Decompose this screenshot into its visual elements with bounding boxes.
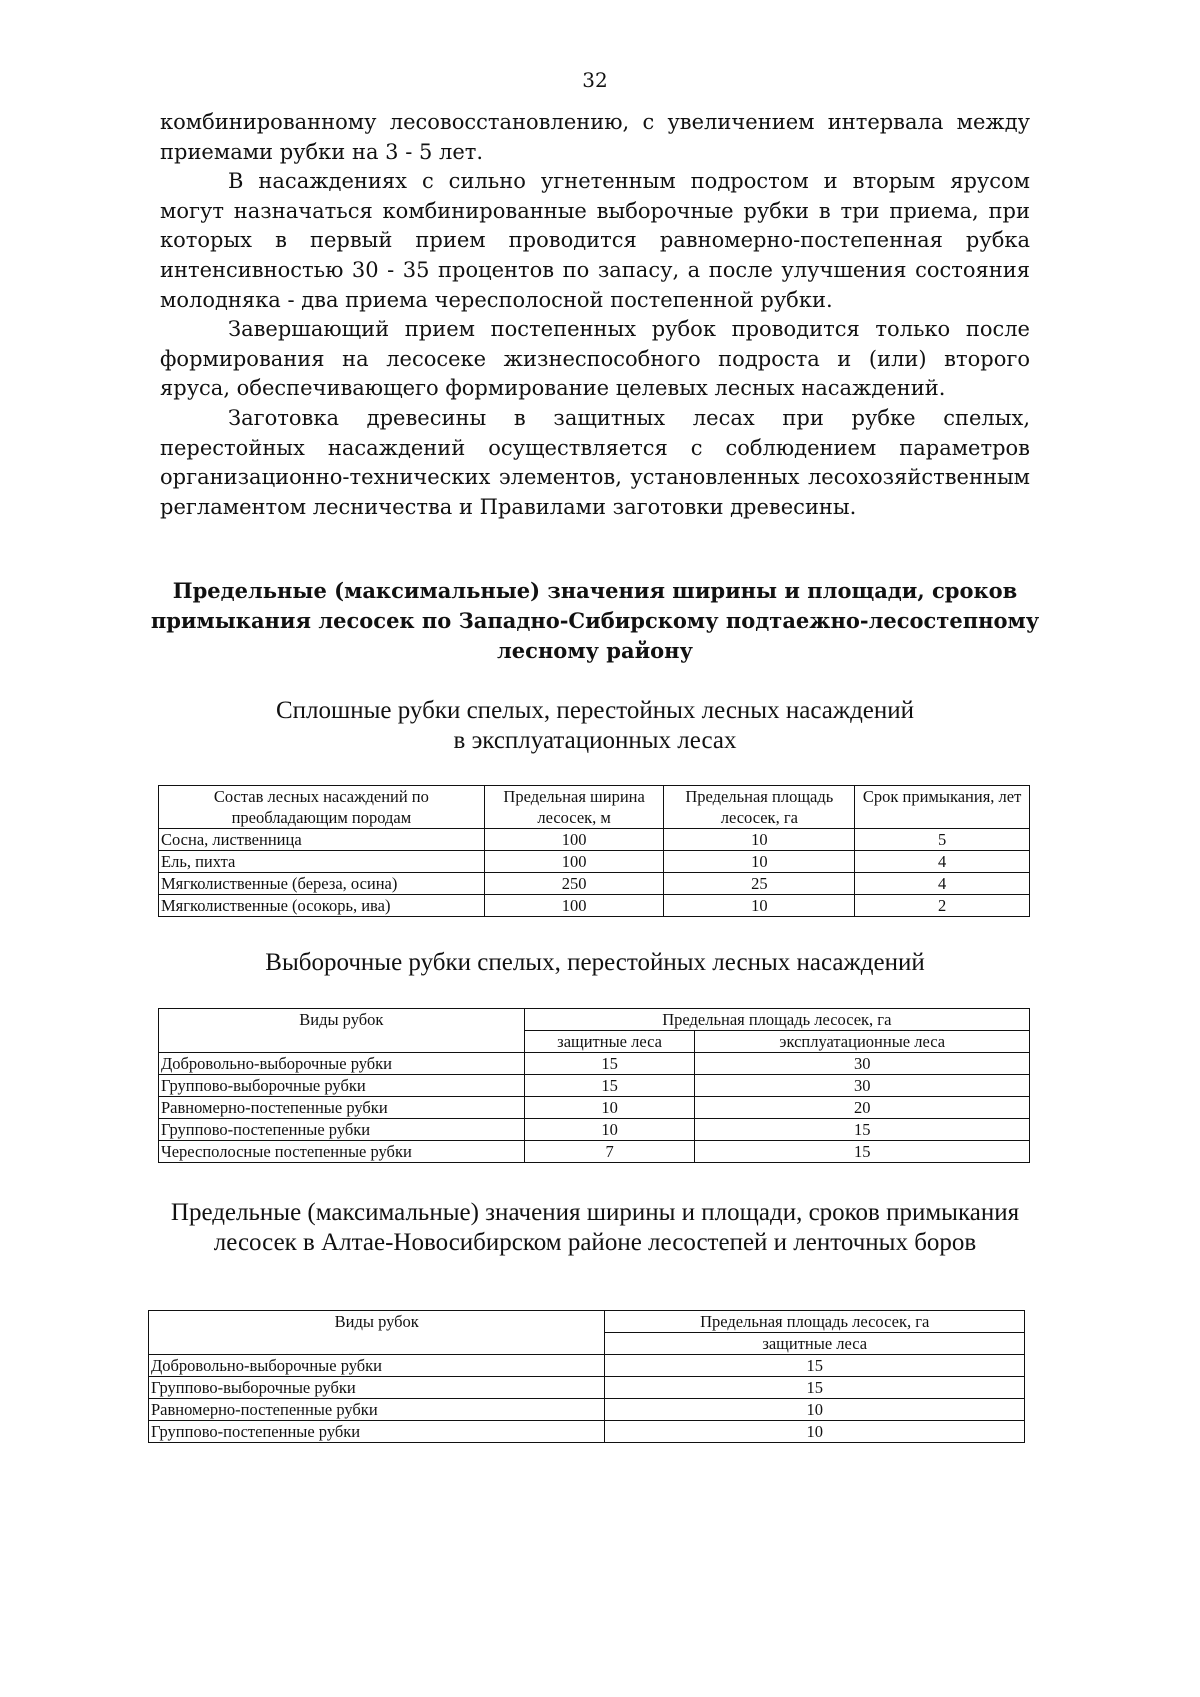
table-row [149, 1421, 1025, 1443]
header-cell: Виды рубок [159, 1009, 525, 1053]
table-cell: 7 [524, 1141, 695, 1163]
header-cell: Предельная ширина лесосек, м [484, 786, 664, 829]
body-text [160, 108, 1030, 522]
table3-caption: Предельные (максимальные) значения ширины и площади, сроков примыкания лесосек в Алтае-Новосибирском районе лесостепей и ленточных боров [170, 1199, 1020, 1256]
table-cell: 10 [605, 1421, 1025, 1443]
table-row [159, 1053, 1030, 1075]
section-heading: Предельные (максимальные) значения ширины и площади, сроков примыкания лесосек по Западно-Сибирскому подтаежно-лесостепному лесному району [150, 578, 1040, 663]
table-cell: 250 [484, 873, 664, 895]
table-cell: Мягколиственные (береза, осина) [159, 873, 485, 895]
table-cell: 10 [664, 851, 855, 873]
table-cell: 30 [695, 1075, 1030, 1097]
table-cell: 100 [484, 851, 664, 873]
header-cell: защитные леса [524, 1031, 695, 1053]
table-header-row [159, 1009, 1030, 1031]
header-cell: Состав лесных насаждений по преобладающим породам [159, 786, 485, 829]
table-cell: Группово-выборочные рубки [159, 1075, 525, 1097]
table-cell: 2 [855, 895, 1030, 917]
paragraph: Заготовка древесины в защитных лесах при рубке спелых, перестойных насаждений осуществляется с соблюдением параметров организационно-технических элементов, установленных лесохозяйственным регламентом лесничества и Правилами заготовки древесины. [160, 405, 1030, 519]
table-row [159, 1119, 1030, 1141]
table-cell: 15 [695, 1119, 1030, 1141]
table-cell: 4 [855, 873, 1030, 895]
table-row [149, 1355, 1025, 1377]
table-cell: 10 [605, 1399, 1025, 1421]
header-cell: Предельная площадь лесосек, га [664, 786, 855, 829]
table-cell: Группово-постепенные рубки [149, 1421, 605, 1443]
table-row [159, 829, 1030, 851]
header-cell: эксплуатационные леса [695, 1031, 1030, 1053]
table-header-row [159, 786, 1030, 829]
table-altai-novosibirsk [148, 1310, 1025, 1443]
table-cell: 25 [664, 873, 855, 895]
table-cell: Мягколиственные (осокорь, ива) [159, 895, 485, 917]
table-clear-cuts [158, 785, 1030, 917]
table-cell: Равномерно-постепенные рубки [159, 1097, 525, 1119]
table-row [159, 1097, 1030, 1119]
page-number: 32 [582, 68, 608, 92]
table-cell: 15 [605, 1355, 1025, 1377]
table-cell: Группово-постепенные рубки [159, 1119, 525, 1141]
table-cell: 15 [524, 1053, 695, 1075]
header-cell: Срок примыкания, лет [855, 786, 1030, 829]
table-cell: Ель, пихта [159, 851, 485, 873]
table-cell: Чересполосные постепенные рубки [159, 1141, 525, 1163]
caption-line: Сплошные рубки спелых, перестойных лесных насаждений [275, 697, 915, 724]
table-cell: 10 [524, 1119, 695, 1141]
paragraph: Завершающий прием постепенных рубок проводится только после формирования на лесосеке жизнеспособного подроста и (или) второго яруса, обеспечивающего формирование целевых лесных насаждений. [160, 317, 1030, 401]
table-cell: 10 [664, 829, 855, 851]
table-cell: 5 [855, 829, 1030, 851]
table-row [159, 851, 1030, 873]
table-cell: Добровольно-выборочные рубки [149, 1355, 605, 1377]
table2-caption: Выборочные рубки спелых, перестойных лесных насаждений [265, 949, 925, 976]
table-cell: Равномерно-постепенные рубки [149, 1399, 605, 1421]
table-cell: 20 [695, 1097, 1030, 1119]
table-selective-cuts [158, 1008, 1030, 1163]
table-cell: 100 [484, 829, 664, 851]
caption-line: в эксплуатационных лесах [453, 727, 737, 754]
table-cell: 10 [524, 1097, 695, 1119]
paragraph: В насаждениях с сильно угнетенным подростом и вторым ярусом могут назначаться комбинированные выборочные рубки в три приема, при которых в первый прием проводится равномерно-постепенная рубка интенсивностью 30 - 35 процентов по запасу, а после улучшения состояния молодняка - два приема чересполосной постепенной рубки. [160, 169, 1030, 312]
header-cell: Предельная площадь лесосек, га [605, 1311, 1025, 1333]
table-cell: Группово-выборочные рубки [149, 1377, 605, 1399]
header-cell: Предельная площадь лесосек, га [524, 1009, 1029, 1031]
table-cell: 15 [605, 1377, 1025, 1399]
table-cell: 10 [664, 895, 855, 917]
table-header-row [149, 1311, 1025, 1333]
table-row [159, 895, 1030, 917]
table-row [149, 1377, 1025, 1399]
table-cell: Добровольно-выборочные рубки [159, 1053, 525, 1075]
table-row [149, 1399, 1025, 1421]
table-row [159, 1141, 1030, 1163]
table-row [159, 1075, 1030, 1097]
table-row [159, 873, 1030, 895]
paragraph: комбинированному лесовосстановлению, с увеличением интервала между приемами рубки на 3 - 5 лет. [160, 110, 1030, 164]
table-cell: 15 [695, 1141, 1030, 1163]
table1-caption [150, 696, 1040, 756]
header-cell: защитные леса [605, 1333, 1025, 1355]
table-cell: 4 [855, 851, 1030, 873]
table-cell: 15 [524, 1075, 695, 1097]
header-cell: Виды рубок [149, 1311, 605, 1355]
table-cell: Сосна, лиственница [159, 829, 485, 851]
table-cell: 100 [484, 895, 664, 917]
table-cell: 30 [695, 1053, 1030, 1075]
